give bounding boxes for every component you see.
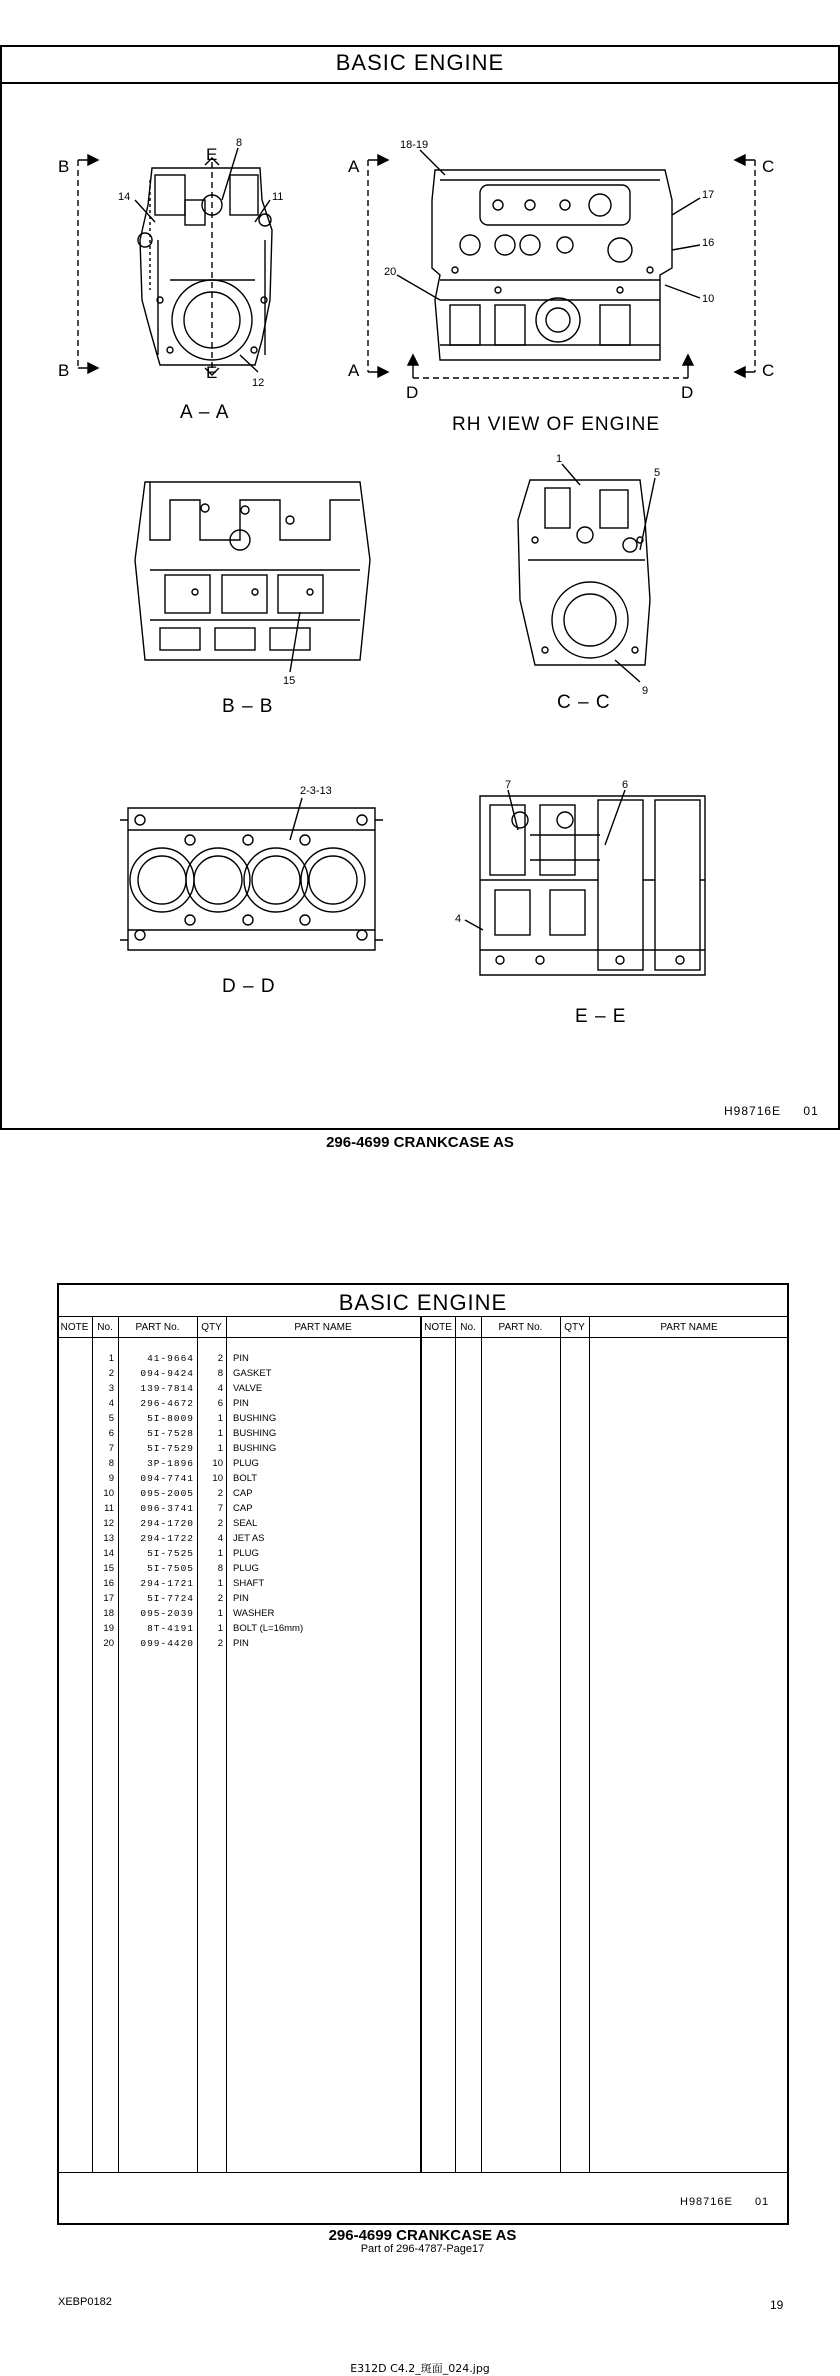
section-d-marks [408,355,693,378]
callout-aa-0: 8 [236,137,243,149]
parts-sub-caption: Part of 296-4787-Page17 [360,2243,485,2255]
section-d-left-letter: D [406,383,419,402]
callout-bb-0: 15 [283,675,296,687]
header-qty-left: QTY [201,1322,222,1333]
row-qty: 8 [217,1368,223,1379]
section-c-top-letter: C [762,157,775,176]
row-qty: 1 [217,1548,223,1559]
row-part-name: WASHER [233,1608,275,1619]
row-part-number: 296-4672 [140,1398,194,1409]
row-number: 13 [103,1533,114,1544]
header-note-right: NOTE [424,1322,452,1333]
view-label-aa: A – A [180,402,230,423]
drawing-title: BASIC ENGINE [335,50,505,75]
callout-cc-0: 1 [556,453,563,465]
callout-aa-2: 11 [272,191,284,203]
row-part-name: CAP [233,1503,253,1514]
row-part-name: JET AS [233,1533,265,1544]
header-partname-right: PART NAME [660,1322,718,1333]
row-part-number: 294-1721 [140,1578,194,1589]
row-part-number: 5I-7505 [147,1563,194,1574]
row-part-number: 41-9664 [147,1353,194,1364]
drawing-figure-code [724,1104,819,1118]
row-number: 12 [103,1518,114,1529]
section-b-bottom-letter: B [58,361,70,380]
row-part-number: 094-9424 [140,1368,194,1379]
row-number: 14 [103,1548,114,1559]
view-rh-drawing [432,170,672,360]
row-qty: 2 [217,1593,223,1604]
header-partname-left: PART NAME [294,1322,352,1333]
row-qty: 8 [217,1563,223,1574]
row-part-name: VALVE [233,1383,263,1394]
view-label-cc: C – C [557,692,611,713]
row-part-number: 5I-7528 [147,1428,194,1439]
doc-code: XEBP0182 [58,2296,112,2308]
callout-rh-4: 20 [384,266,397,278]
row-number: 5 [108,1413,114,1424]
section-b-top-letter: B [58,157,70,176]
view-a-a-drawing [138,168,272,365]
callout-rh-0: 18-19 [400,139,429,151]
row-number: 8 [108,1458,114,1469]
section-d-right-letter: D [681,383,694,402]
row-part-number: 139-7814 [140,1383,194,1394]
callout-aa-3: 12 [252,377,265,389]
row-qty: 2 [217,1638,223,1649]
header-qty-right: QTY [564,1322,585,1333]
row-part-name: GASKET [233,1368,272,1379]
section-c-marks [735,155,755,377]
row-number: 15 [103,1563,114,1574]
row-part-number: 099-4420 [140,1638,194,1649]
row-qty: 2 [217,1353,223,1364]
callout-cc-1: 5 [654,467,661,479]
row-qty: 4 [217,1383,223,1394]
engine-drawings [0,84,840,1124]
row-part-name: PLUG [233,1458,259,1469]
row-qty: 1 [217,1608,223,1619]
callout-rh-1: 17 [702,189,715,201]
parts-figure-code-text: H98716E [680,2196,733,2208]
row-qty: 6 [217,1398,223,1409]
row-number: 7 [108,1443,114,1454]
parts-caption: 296-4699 CRANKCASE AS [328,2227,517,2244]
view-label-bb: B – B [222,696,274,717]
row-part-name: PIN [233,1638,249,1649]
row-part-number: 5I-7529 [147,1443,194,1454]
view-label-rh: RH VIEW OF ENGINE [452,414,661,435]
row-part-name: CAP [233,1488,253,1499]
row-part-name: SEAL [233,1518,258,1529]
callout-rh-3: 10 [702,293,715,305]
section-e-marks [205,158,219,375]
section-c-bottom-letter: C [762,361,775,380]
row-part-name: PLUG [233,1563,259,1574]
callout-ee-2: 4 [455,913,462,925]
callout-ee-1: 6 [622,779,629,791]
row-qty: 2 [217,1488,223,1499]
row-number: 18 [103,1608,114,1619]
row-number: 10 [103,1488,114,1499]
row-number: 11 [104,1503,114,1514]
row-part-name: BUSHING [233,1413,277,1424]
row-qty: 4 [217,1533,223,1544]
row-part-name: BOLT (L=16mm) [233,1623,304,1634]
row-part-number: 095-2039 [140,1608,194,1619]
section-b-marks [78,155,98,373]
row-part-number: 095-2005 [140,1488,194,1499]
row-part-number: 3P-1896 [147,1458,194,1469]
drawing-figure-page: 01 [803,1104,819,1118]
row-part-number: 096-3741 [140,1503,194,1514]
row-number: 2 [108,1368,114,1379]
row-qty: 2 [217,1518,223,1529]
section-e-top-letter: E [206,145,218,164]
row-part-number: 294-1722 [140,1533,194,1544]
row-part-name: PLUG [233,1548,259,1559]
row-number: 6 [108,1428,114,1439]
row-qty: 10 [212,1473,223,1484]
row-part-number: 5I-7724 [147,1593,194,1604]
row-part-name: BUSHING [233,1443,277,1454]
row-qty: 7 [217,1503,223,1514]
row-number: 17 [103,1593,114,1604]
callout-ee-0: 7 [505,779,512,791]
section-a-bottom-letter: A [348,361,360,380]
row-part-number: 294-1720 [140,1518,194,1529]
row-part-name: PIN [233,1353,249,1364]
view-label-dd: D – D [222,976,276,997]
section-a-top-letter: A [348,157,360,176]
row-number: 3 [108,1383,114,1394]
row-part-number: 8T-4191 [147,1623,194,1634]
row-qty: 1 [217,1623,223,1634]
header-divider [57,1337,789,1338]
file-name: E312D C4.2_斑面_024.jpg [350,2362,490,2375]
parts-figure-code [680,2196,769,2208]
row-part-name: PIN [233,1593,249,1604]
drawing-figure-code-text: H98716E [724,1104,782,1118]
row-part-name: SHAFT [233,1578,265,1589]
row-qty: 1 [217,1413,223,1424]
row-part-number: 5I-8009 [147,1413,194,1424]
row-qty: 1 [217,1443,223,1454]
callout-dd-0: 2-3-13 [300,785,332,797]
parts-title-divider [57,1316,789,1317]
parts-figure-page: 01 [754,2196,770,2208]
row-part-name: PIN [233,1398,249,1409]
footer-divider [57,2172,789,2173]
row-part-name: BUSHING [233,1428,277,1439]
row-number: 19 [103,1623,114,1634]
section-e-bottom-letter: E [206,363,218,382]
row-qty: 1 [217,1428,223,1439]
view-e-e-drawing [480,796,705,975]
callout-rh-2: 16 [702,237,715,249]
row-number: 1 [108,1353,114,1364]
row-qty: 1 [217,1578,223,1589]
header-note-left: NOTE [60,1322,89,1333]
header-partno-left: PART No. [135,1322,180,1333]
row-number: 9 [108,1473,114,1484]
parts-title: BASIC ENGINE [338,1290,508,1315]
row-part-number: 5I-7525 [147,1548,194,1559]
callout-cc-2: 9 [642,685,649,697]
row-number: 20 [103,1638,114,1649]
page-number: 19 [770,2298,784,2312]
callout-aa-1: 14 [118,191,131,203]
row-number: 16 [103,1578,114,1589]
row-part-number: 094-7741 [140,1473,194,1484]
row-part-name: BOLT [233,1473,258,1484]
header-no-left: No. [97,1322,113,1333]
header-no-right: No. [460,1322,476,1333]
row-number: 4 [108,1398,114,1409]
row-qty: 10 [212,1458,223,1469]
view-b-b-drawing [135,482,370,660]
header-partno-right: PART No. [498,1322,543,1333]
view-d-d-drawing [120,808,383,950]
view-label-ee: E – E [575,1006,627,1027]
view-c-c-drawing [518,480,650,665]
drawing-caption: 296-4699 CRANKCASE AS [326,1134,514,1151]
